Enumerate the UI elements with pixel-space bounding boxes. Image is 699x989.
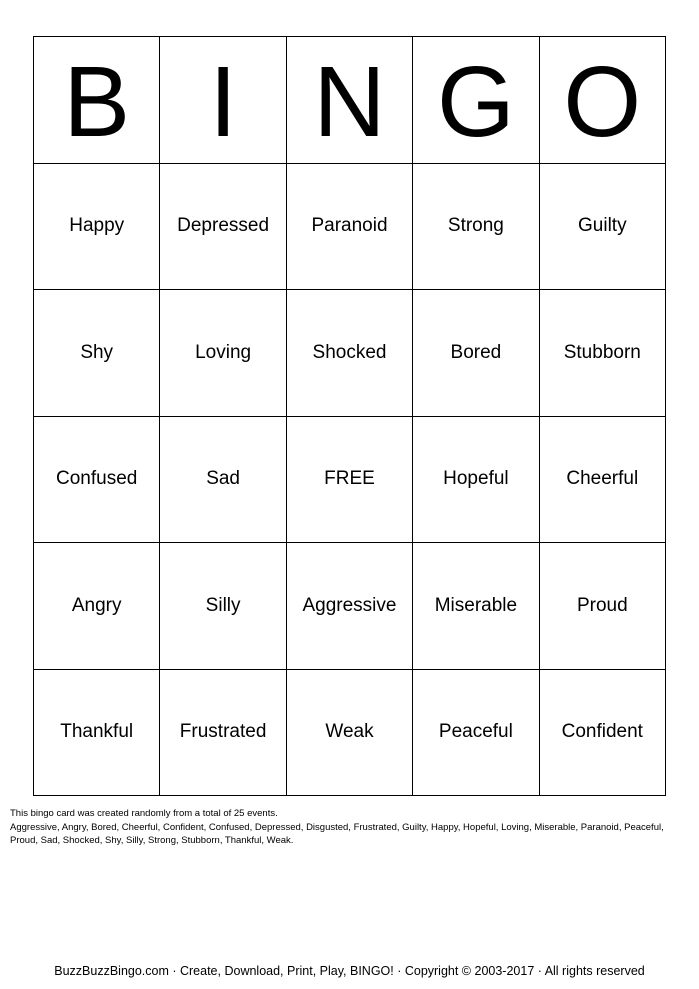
bingo-cell: Aggressive bbox=[287, 543, 413, 670]
bingo-cell: Thankful bbox=[34, 670, 160, 797]
footnote-summary: This bingo card was created randomly from a total of 25 events. bbox=[10, 808, 278, 819]
header-letter-b: B bbox=[34, 37, 160, 164]
bingo-cell: Strong bbox=[413, 164, 539, 291]
bingo-card bbox=[33, 36, 666, 796]
bingo-cell: Shocked bbox=[287, 290, 413, 417]
bingo-cell: Miserable bbox=[413, 543, 539, 670]
page-footer: BuzzBuzzBingo.com · Create, Download, Print, Play, BINGO! · Copyright © 2003-2017 · All rights reserved bbox=[54, 964, 645, 978]
bingo-cell: Sad bbox=[160, 417, 286, 544]
bingo-cell: Proud bbox=[540, 543, 666, 670]
bingo-cell: Happy bbox=[34, 164, 160, 291]
bingo-cell: Shy bbox=[34, 290, 160, 417]
bingo-cell: Silly bbox=[160, 543, 286, 670]
bingo-cell: Confused bbox=[34, 417, 160, 544]
bingo-cell: Frustrated bbox=[160, 670, 286, 797]
header-letter-o: O bbox=[540, 37, 666, 164]
header-letter-g: G bbox=[413, 37, 539, 164]
free-space-cell: FREE bbox=[287, 417, 413, 544]
bingo-cell: Peaceful bbox=[413, 670, 539, 797]
bingo-cell: Depressed bbox=[160, 164, 286, 291]
bingo-cell: Bored bbox=[413, 290, 539, 417]
header-letter-n: N bbox=[287, 37, 413, 164]
header-letter-i: I bbox=[160, 37, 286, 164]
bingo-cell: Angry bbox=[34, 543, 160, 670]
bingo-cell: Stubborn bbox=[540, 290, 666, 417]
bingo-cell: Confident bbox=[540, 670, 666, 797]
bingo-cell: Loving bbox=[160, 290, 286, 417]
bingo-cell: Paranoid bbox=[287, 164, 413, 291]
bingo-cell: Hopeful bbox=[413, 417, 539, 544]
footnote-event-list: Aggressive, Angry, Bored, Cheerful, Confident, Confused, Depressed, Disgusted, Frustrated, Guilty, Happy, Hopeful, Loving, Miserable, Paranoid, Peaceful, Proud, Sad, Shocked, Shy, Silly, Strong, Stubborn, Thankful, Weak. bbox=[10, 821, 664, 846]
bingo-cell: Guilty bbox=[540, 164, 666, 291]
bingo-cell: Weak bbox=[287, 670, 413, 797]
bingo-cell: Cheerful bbox=[540, 417, 666, 544]
card-footnote bbox=[10, 807, 690, 848]
